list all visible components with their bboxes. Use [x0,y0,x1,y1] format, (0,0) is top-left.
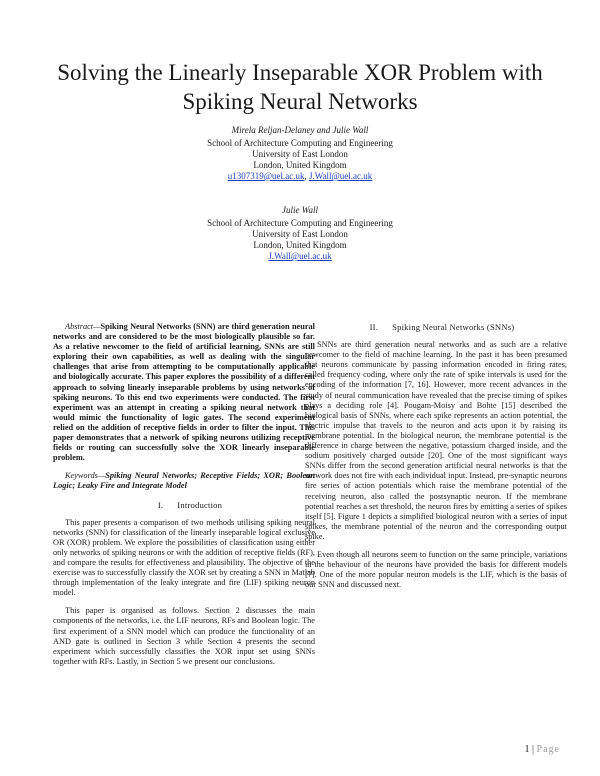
author-location: London, United Kingdom [253,240,347,250]
right-column [305,322,567,598]
left-column [53,322,315,675]
section-title: Spiking Neural Networks (SNNs) [392,322,515,332]
author-university: University of East London [252,149,348,159]
abstract-text: Spiking Neural Networks (SNN) are third generation neural networks and are considered to be the most biologically plausible so far. As a relative newcomer to the field of artificial learning, SNNs are still exploring their own capabilities, as well as dealing with the singular challenges that arise from attempting to be computationally applicable and biologically accurate. This paper explores the possibility of a different approach to solving linearly inseparable problems by using networks of spiking neurons. To this end two experiments were conducted. The first experiment was an attempt in creating a spiking neural network that would mimic the functionality of logic gates. The second experiment relied on the addition of receptive fields in order to filter the input. This paper demonstrates that a network of spiking neurons utilizing receptive fields or routing can successfully solve the XOR linearly inseparable problem. [53,322,315,463]
section-title: Introduction [177,499,223,510]
author-names: Mirela Reljan-Delaney and Julie Wall [231,125,369,135]
author-affiliation: School of Architecture Computing and Engineering [207,218,393,228]
section-number: I. [157,499,164,510]
paragraph: This paper is organised as follows. Section 2 discusses the main components of the networks, i.e. the LIF neurons, RFs and Boolean logic. The first experiment of a SNN model which can produce the functionality of an AND gate is outlined in Section 3 while Section 4 presents the second experiment which successfully classifies the XOR input set using SNNs together with RFs. Lastly, in Section 5 we present our conclusions. [53,606,315,666]
page-number: 1 [524,744,530,755]
section-heading-snn [305,322,567,332]
paragraph: SNNs are third generation neural networks and as such are a relative newcomer to the field of machine learning. In the past it has been presumed that neurons communicate by passing information encoded in firing rates, called frequency coding, where only the rate of spike intervals is used for the encoding of the information [7, 16]. However, more recent advances in the study of neural communication have revealed that the precise timing of spikes plays a deciding role [4]. Pougam-Moisy and Bohte [15] described the biological basis of SNNs, where each spike represents an action potential, the electric impulse that travels to the neuron and acts upon it by raising its membrane potential. In the biological neuron, the membrane potential is the difference in charge between the negative, potassium charged inside, and the sodium positively charged outside [20]. One of the most significant ways SNNs differ from the second generation artificial neural networks is that the network does not fire with each individual input. Instead, pre-synaptic neurons fire series of action potentials which raise the membrane potential of the receiving neuron, also called the postsynaptic neuron. If the membrane potential reaches a set threshold, the neuron fires by emitting a series of spikes itself [5]. Figure 1 depicts a simplified biological neuron with a series of input spikes, the membrane potential of the neuron and the corresponding output spike. [305,340,567,541]
author-affiliation: School of Architecture Computing and Engineering [207,138,393,148]
section-heading-introduction [53,500,315,510]
abstract-lead: Abstract— [65,322,101,331]
author-emails [150,171,450,182]
page-footer [470,744,560,755]
author-block-1 [150,125,450,182]
email-link[interactable]: J.Wall@uel.ac.uk [268,251,332,261]
paragraph: Even though all neurons seem to function on the same principle, variations in the behaviour of the neurons have provided the basis for different models [7]. One of the more popular neuron models is the LIF, which is the basis of our SNN and discussed next. [305,549,567,590]
paper-title: Solving the Linearly Inseparable XOR Problem with Spiking Neural Networks [57,60,543,114]
author-block-2 [150,205,450,262]
footer-separator: | [529,744,537,755]
keywords-text: Spiking Neural Networks; Receptive Fields; XOR; Boolean Logic; Leaky Fire and Integrate Model [53,471,315,491]
abstract [53,322,315,463]
author-university: University of East London [252,229,348,239]
email-link[interactable]: u1307319@uel.ac.uk [227,171,305,181]
page-label: Page [536,744,560,755]
section-number: II. [369,322,379,332]
keywords [53,471,315,491]
author-location: London, United Kingdom [253,160,347,170]
email-link[interactable]: J.Wall@uel.ac.uk [308,171,373,181]
author-names: Julie Wall [282,205,318,215]
author-emails [150,251,450,262]
keywords-lead: Keywords— [65,471,106,481]
paragraph: This paper presents a comparison of two methods utilising spiking neural networks (SNN) for classification of the linearly inseparable logical exclusive OR (XOR) problem. We explore the possibilities of classification using either only networks of spiking neurons or with the addition of receptive fields (RF), and compare the results for effectiveness and plausibility. The objective of the exercise was to successfully classify the XOR set by creating a SNN in Matlab through implementation of the leaky integrate and fire (LIF) spiking neuron model. [53,517,315,598]
email-separator: , [304,171,309,181]
